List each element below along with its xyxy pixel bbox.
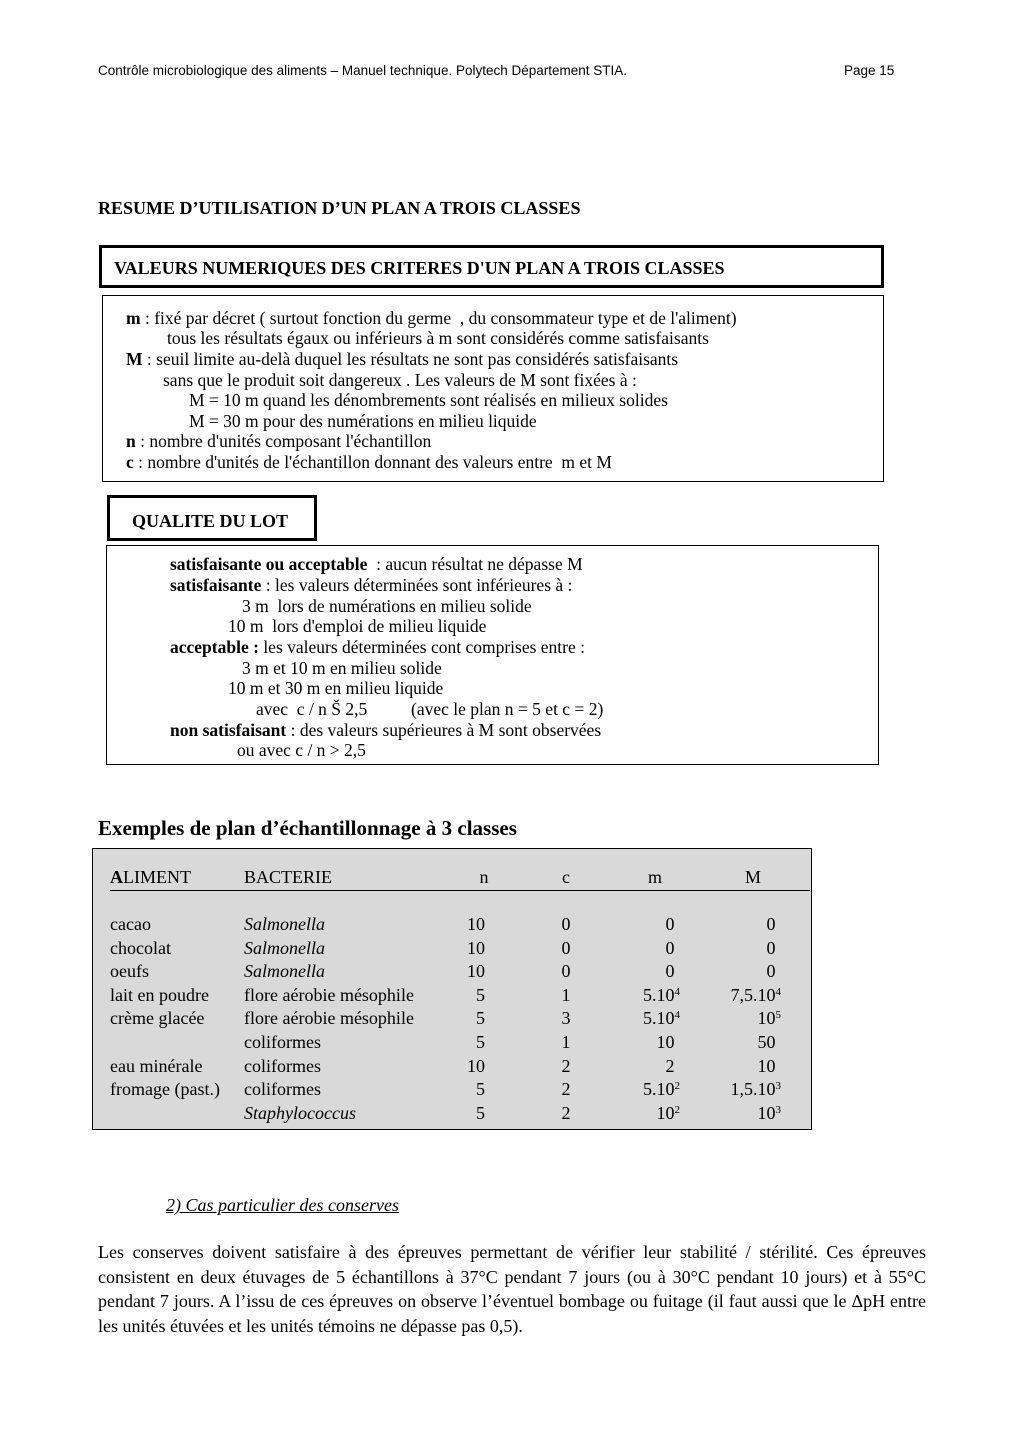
cell-c: 0 <box>561 961 571 982</box>
criteria-line: n : nombre d'unités composant l'échantillon <box>126 431 432 451</box>
quality-definitions-box <box>106 545 879 765</box>
quality-line: satisfaisante ou acceptable : aucun résultat ne dépasse M <box>170 554 583 574</box>
cell-aliment: lait en poudre <box>110 984 209 1005</box>
criteria-definitions-box <box>102 295 884 482</box>
col-header-M: M <box>744 867 761 887</box>
criteria-line: M : seuil limite au-delà duquel les résultats ne sont pas considérés satisfaisants <box>126 349 679 369</box>
cell-n: 5 <box>476 1102 485 1123</box>
cell-M: 0 <box>766 914 776 934</box>
header-title: Contrôle microbiologique des aliments – Manuel technique. Polytech Département STIA. <box>98 63 628 78</box>
cell-m: $10^2$ <box>656 1102 680 1123</box>
cell-M: 10 <box>757 1055 776 1076</box>
cell-n: 5 <box>476 1032 485 1052</box>
quality-line: acceptable : les valeurs déterminées cont comprises entre : <box>170 637 586 657</box>
cell-M: 1,5.10$^3$ <box>730 1079 781 1100</box>
cell-bacterie: coliformes <box>244 1032 321 1052</box>
cell-n: 10 <box>467 961 485 982</box>
cell-aliment: chocolat <box>110 937 171 958</box>
cell-M: 0 <box>766 937 776 958</box>
cell-bacterie: flore aérobie mésophile <box>244 1008 414 1029</box>
cell-n: 10 <box>467 1055 485 1076</box>
cell-m: 0 <box>665 937 675 958</box>
criteria-line: tous les résultats égaux ou inférieurs à m sont considérés comme satisfaisants <box>167 328 709 348</box>
cell-bacterie: flore aérobie mésophile <box>244 984 414 1005</box>
table-header-divider <box>110 890 810 891</box>
cell-aliment: crème glacée <box>110 1008 205 1029</box>
cell-M: $10^3$ <box>757 1102 781 1123</box>
section-title: RESUME D’UTILISATION D’UN PLAN A TROIS CLASSES <box>98 198 581 218</box>
cell-aliment: fromage (past.) <box>110 1079 220 1100</box>
subsection-title: 2) Cas particulier des conserves <box>166 1195 399 1215</box>
cell-M: 50 <box>757 1032 776 1052</box>
col-header-c: c <box>562 867 570 887</box>
cell-m: 10 <box>656 1032 675 1052</box>
cell-m: 5.10$^2$ <box>643 1079 680 1100</box>
cell-m: 2 <box>665 1055 675 1076</box>
cell-n: 10 <box>467 937 485 958</box>
col-header-n: n <box>479 867 489 887</box>
cell-M: 0 <box>766 961 776 982</box>
col-header-m: m <box>647 867 662 887</box>
cell-c: 1 <box>561 984 571 1005</box>
cell-n: 5 <box>476 1008 485 1029</box>
col-header-aliment: ALIMENT <box>110 867 191 887</box>
criteria-line: sans que le produit soit dangereux . Les valeurs de M sont fixées à : <box>163 370 637 390</box>
cell-m: 5.10$^4$ <box>643 1008 680 1029</box>
cell-M: 7,5.10$^4$ <box>730 984 781 1005</box>
paragraph: Les conserves doivent satisfaire à des épreuves permettant de vérifier leur stabilité / stérilité. Ces épreuves consistent en deux étuvages de 5 échantillons à 37°C pendant 7 jours (ou à 30°C pendant 10 jours) et à 55°C pendant 7 jours. A l’issu de ces épreuves on observe l’éventuel bombage ou fuitage (il faut aussi que le ΔpH entre les unités étuvées et les unités témoins ne dépasse pas 0,5). <box>98 1242 926 1336</box>
cell-c: 3 <box>561 1008 571 1029</box>
cell-n: 5 <box>476 984 485 1005</box>
cell-n: 10 <box>467 914 485 934</box>
quality-line: 10 m et 30 m en milieu liquide <box>228 678 444 698</box>
cell-m: 5.10$^4$ <box>643 984 680 1005</box>
cell-m: 0 <box>665 914 675 934</box>
examples-title: Exemples de plan d’échantillonnage à 3 classes <box>98 816 517 840</box>
cell-bacterie: Salmonella <box>244 961 325 982</box>
cell-bacterie: coliformes <box>244 1079 321 1100</box>
cell-m: 0 <box>665 961 675 982</box>
criteria-title-box <box>99 245 884 288</box>
cell-n: 5 <box>476 1079 485 1100</box>
quality-line: non satisfaisant : des valeurs supérieures à M sont observées <box>170 720 602 740</box>
cell-c: 2 <box>561 1079 571 1100</box>
quality-line: 3 m et 10 m en milieu solide <box>242 658 442 678</box>
quality-line: 10 m lors d'emploi de milieu liquide <box>228 616 487 636</box>
cell-c: 1 <box>561 1032 571 1052</box>
cell-aliment: cacao <box>110 914 151 934</box>
cell-bacterie: Salmonella <box>244 914 325 934</box>
cell-aliment: eau minérale <box>110 1055 203 1076</box>
criteria-line: c : nombre d'unités de l'échantillon donnant des valeurs entre m et M <box>126 452 612 472</box>
cell-bacterie: Salmonella <box>244 937 325 958</box>
quality-title: QUALITE DU LOT <box>132 511 289 531</box>
cell-bacterie: coliformes <box>244 1055 321 1076</box>
cell-M: $10^5$ <box>757 1008 781 1029</box>
page-number: Page 15 <box>844 63 895 78</box>
criteria-line: m : fixé par décret ( surtout fonction du germe , du consommateur type et de l'aliment) <box>126 308 737 328</box>
cell-c: 2 <box>561 1055 571 1076</box>
criteria-title: VALEURS NUMERIQUES DES CRITERES D'UN PLAN A TROIS CLASSES <box>114 258 725 278</box>
criteria-line: M = 10 m quand les dénombrements sont réalisés en milieux solides <box>189 390 668 410</box>
quality-line: avec c / n Š 2,5 (avec le plan n = 5 et c = 2) <box>256 699 604 719</box>
cell-bacterie: Staphylococcus <box>244 1102 356 1123</box>
quality-line: 3 m lors de numérations en milieu solide <box>242 596 532 616</box>
cell-aliment: oeufs <box>110 961 149 982</box>
cell-c: 2 <box>561 1102 571 1123</box>
criteria-line: M = 30 m pour des numérations en milieu liquide <box>189 411 537 431</box>
cell-c: 0 <box>561 914 571 934</box>
col-header-bacterie: BACTERIE <box>244 867 332 887</box>
quality-line: satisfaisante : les valeurs déterminées sont inférieures à : <box>170 575 573 595</box>
cell-c: 0 <box>561 937 571 958</box>
quality-line: ou avec c / n > 2,5 <box>237 740 366 760</box>
quality-title-box <box>107 495 317 541</box>
